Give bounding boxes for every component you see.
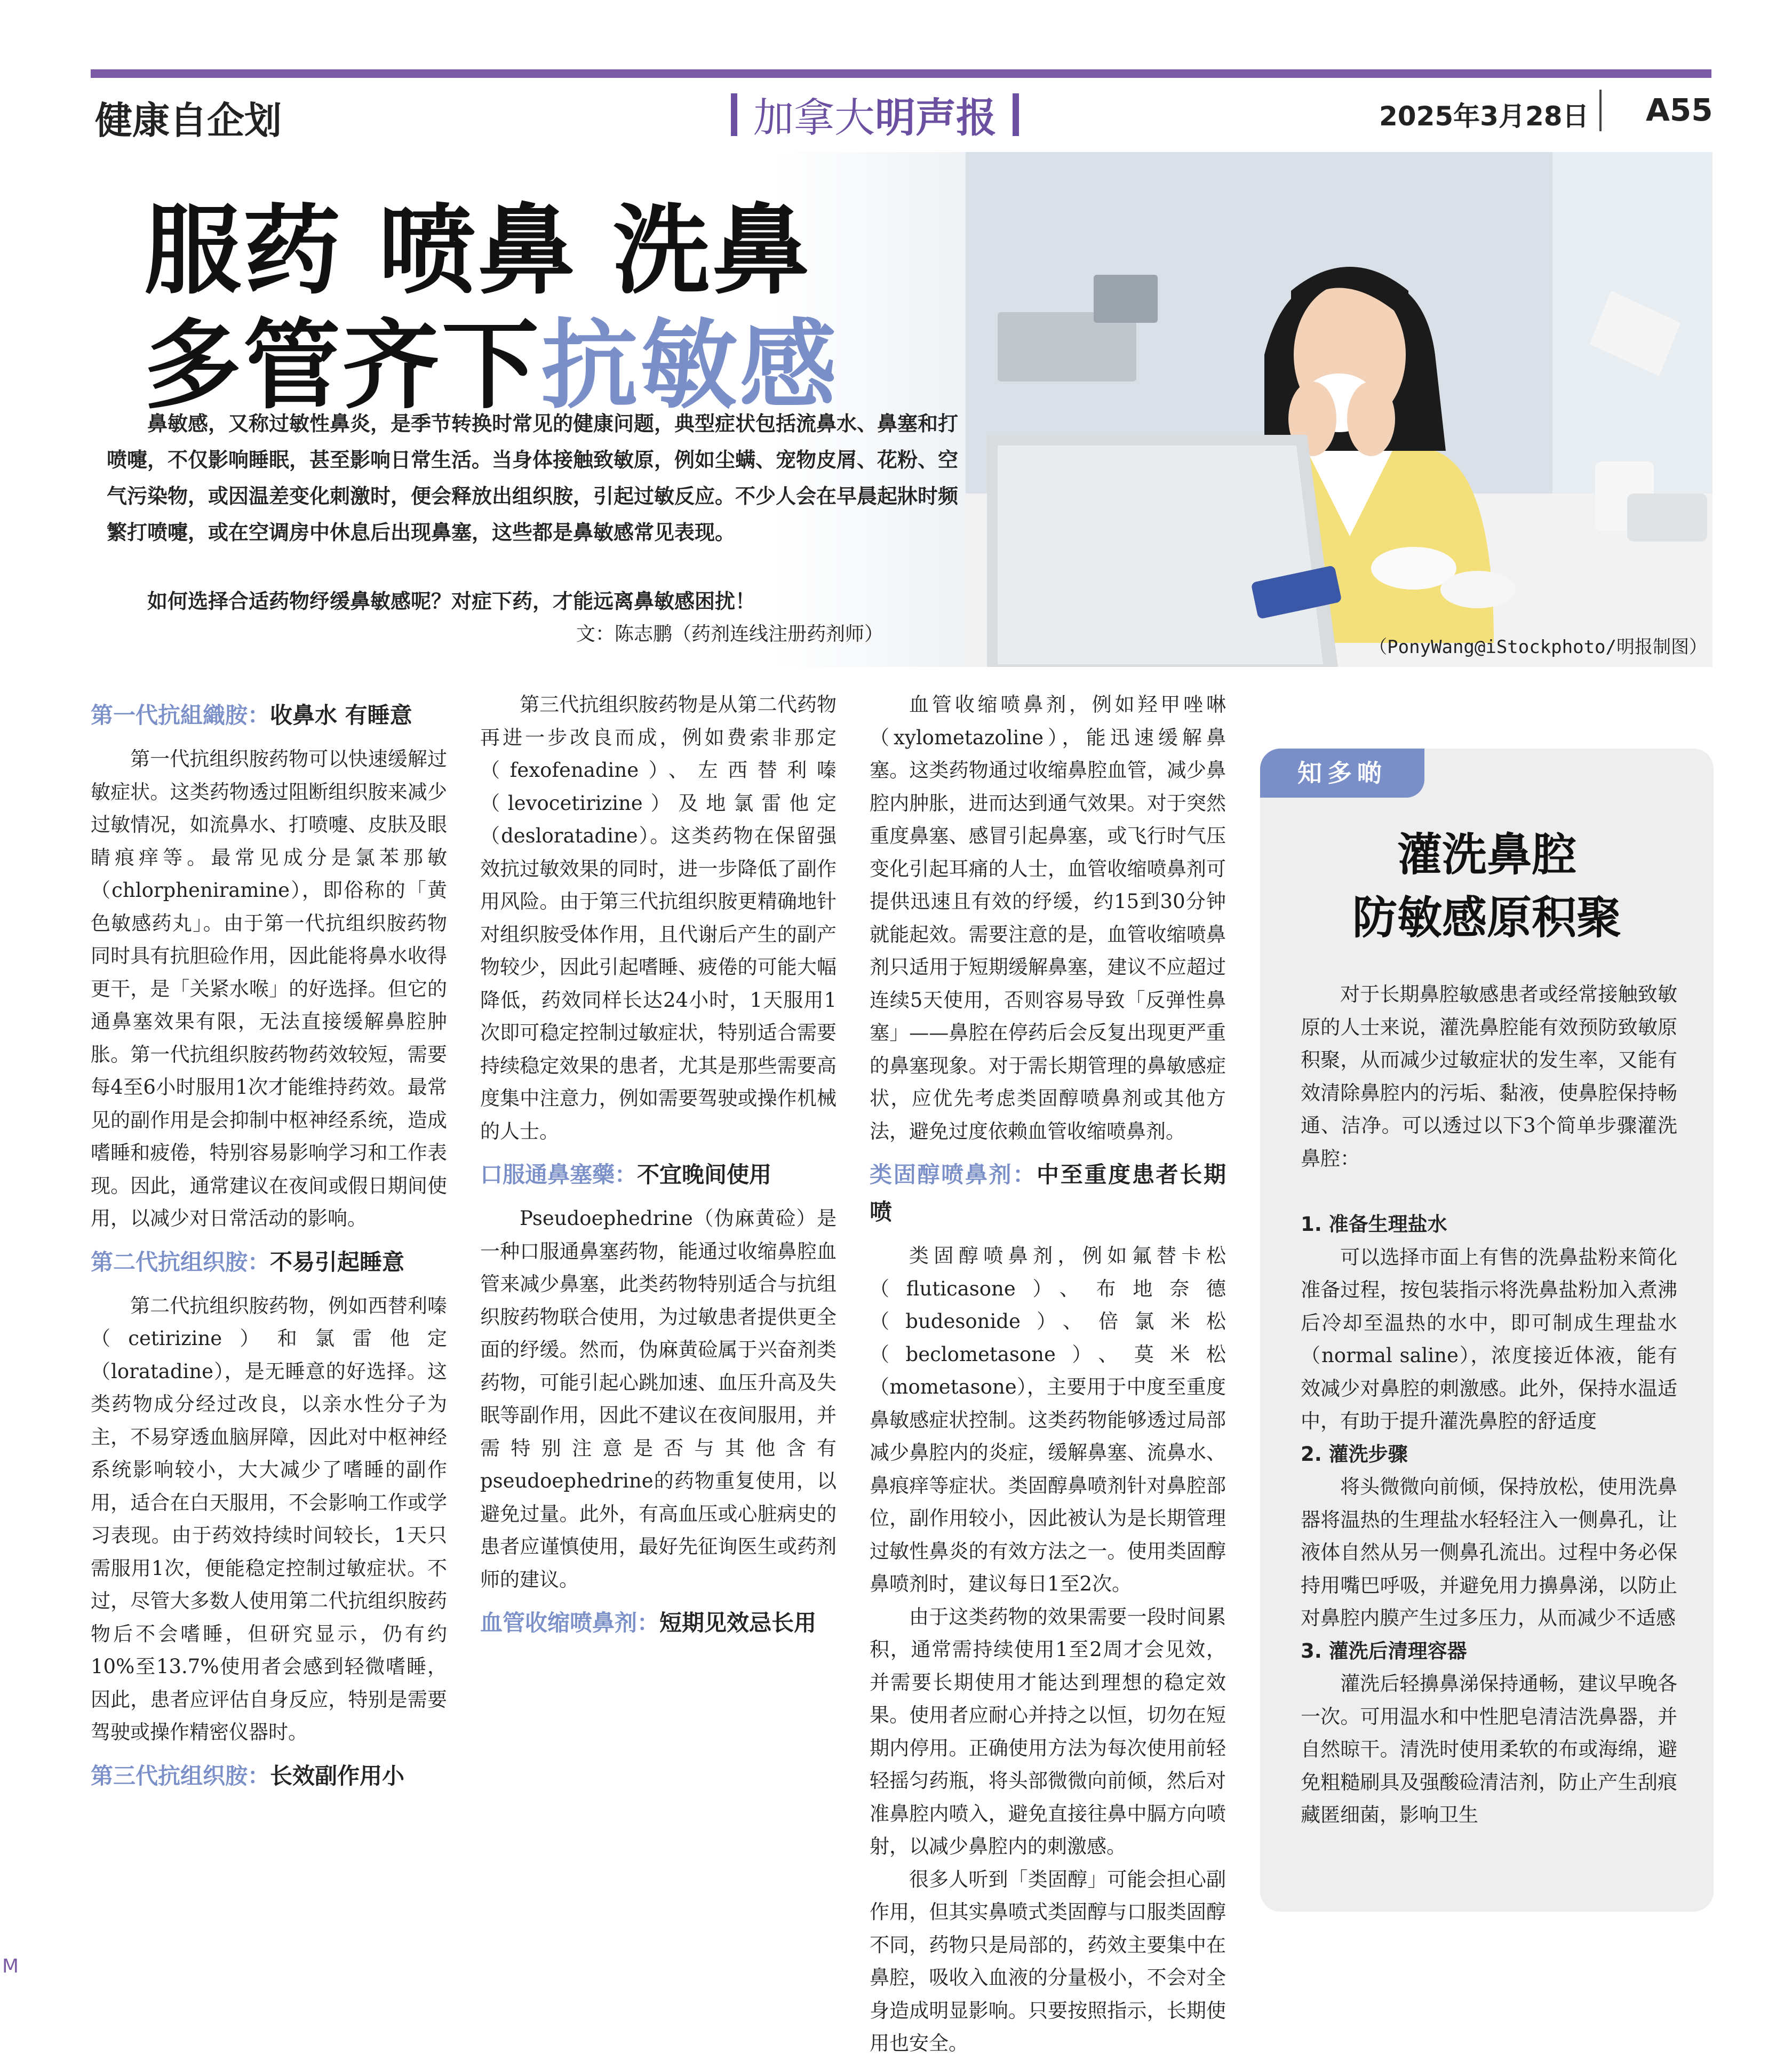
masthead-strong: 明声报 bbox=[875, 94, 997, 141]
sidebar-step-2-text: 将头微微向前倾，保持放松，使用洗鼻器将温热的生理盐水轻轻注入一侧鼻孔，让液体自然从另一侧鼻孔流出。过程中务必保持用嘴巴呼吸，并避免用力擤鼻涕，以防止对鼻腔内膜产生过多压力，从而减少不适感 bbox=[1301, 1475, 1677, 1629]
paragraph-first-gen: 第一代抗组织胺药物可以快速缓解过敏症状。这类药物透过阻断组织胺来减少过敏情况，如流鼻水、打喷嚏、皮肤及眼睛痕痒等。最常见成分是氯苯那敏（chlorpheniramine），即俗称的「黄色敏感药丸」。由于第一代抗组织胺药物同时具有抗胆硷作用，因此能将鼻水收得更干，是「关紧水喉」的好选择。但它的通鼻塞效果有限，无法直接缓解鼻腔肿胀。第一代抗组织胺药物药效较短，需要每4至6小时服用1次才能维持药效。最常见的副作用是会抑制中枢神经系统，造成嗜睡和疲倦，特别容易影响学习和工作表现。因此，通常建议在夜间或假日期间使用，以减少对日常活动的影响。 bbox=[91, 747, 447, 1230]
subheading-key: 口服通鼻塞藥： bbox=[480, 1162, 638, 1188]
author-byline: 文：陈志鹏（药剂连线注册药剂师） bbox=[576, 623, 884, 645]
sidebar-body bbox=[1301, 978, 1677, 1832]
paragraph-oral-decongestant: Pseudoephedrine（伪麻黄硷）是一种口服通鼻塞药物，能通过收缩鼻腔血管来减少鼻塞，此类药物特别适合与抗组织胺药物联合使用，为过敏患者提供更全面的纾缓。然而，伪麻黄硷属于兴奋剂类药物，可能引起心跳加速、血压升高及失眠等副作用，因此不建议在夜间服用，并需特别注意是否与其他含有pseudoephedrine的药物重复使用，以避免过量。此外，有高血压或心脏病史的患者应谨慎使用，最好先征询医生或药剂师的建议。 bbox=[480, 1207, 837, 1591]
article-column-3 bbox=[870, 688, 1226, 2060]
sidebar-tag: 知多啲 bbox=[1260, 749, 1424, 798]
paragraph-steroid-spray-2: 由于这类药物的效果需要一段时间累积，通常需持续使用1至2周才会见效，并需要长期使用才能达到理想的稳定效果。使用者应耐心并持之以恒，切勿在短期内停用。正确使用方法为每次使用前轻轻摇匀药瓶，将头部微微向前倾，然后对准鼻腔内喷入，避免直接往鼻中膈方向喷射，以减少鼻腔内的刺激感。 bbox=[870, 1605, 1226, 1858]
subheading-key: 血管收缩喷鼻剂： bbox=[480, 1610, 660, 1636]
sidebar-title-line-1: 灌洗鼻腔 bbox=[1397, 828, 1576, 881]
subheading-second-gen bbox=[91, 1244, 447, 1281]
masthead-light: 加拿大 bbox=[753, 94, 875, 141]
subheading-text: 收鼻水 有睡意 bbox=[270, 702, 412, 728]
header-rule bbox=[91, 69, 1711, 78]
paragraph-second-gen: 第二代抗组织胺药物，例如西替利嗪（cetirizine）和氯雷他定（loratadine），是无睡意的好选择。这类药物成分经过改良，以亲水性分子为主，不易穿透血脑屏障，因此对中枢神经系统影响较小，大大减少了嗜睡的副作用，适合在白天服用，不会影响工作或学习表现。由于药效持续时间较长，1天只需服用1次，便能稳定控制过敏症状。不过，尽管大多数人使用第二代抗组织胺药物后不会嗜睡，但研究显示，仍有约10%至13.7%使用者会感到轻微嗜睡，因此，患者应评估自身反应，特别是需要驾驶或操作精密仪器时。 bbox=[91, 1294, 447, 1744]
page-number: A55 bbox=[1646, 92, 1713, 128]
sidebar-step-2-title: 2. 灌洗步骤 bbox=[1301, 1442, 1408, 1466]
sidebar-title bbox=[1260, 823, 1714, 949]
headline-line-1: 服药 喷鼻 洗鼻 bbox=[144, 193, 811, 307]
subheading-text: 中至重度患者长期喷 bbox=[870, 1162, 1226, 1225]
subheading-key: 类固醇喷鼻剂： bbox=[870, 1162, 1037, 1188]
headline-line-2-plain: 多管齐下 bbox=[144, 308, 541, 422]
subheading-key: 第二代抗组织胺： bbox=[91, 1248, 270, 1275]
subheading-text: 长效副作用小 bbox=[270, 1762, 405, 1789]
sidebar-title-line-2: 防敏感原积聚 bbox=[1352, 891, 1621, 944]
sidebar-step-3-text: 灌洗后轻擤鼻涕保持通畅，建议早晚各一次。可用温水和中性肥皂清洁洗鼻器，并自然晾干。清洗时使用柔软的布或海绵，避免粗糙刷具及强酸硷清洁剂，防止产生刮痕藏匿细菌，影响卫生 bbox=[1301, 1672, 1677, 1826]
article-column-2 bbox=[480, 688, 837, 1650]
sidebar-box bbox=[1260, 749, 1714, 1912]
corner-mark: M bbox=[2, 1955, 19, 1977]
paragraph-third-gen: 第三代抗组织胺药物是从第二代药物再进一步改良而成，例如费索非那定（fexofenadine）、左西替利嗪（levocetirizine）及地氯雷他定（desloratadine）。这类药物在保留强效抗过敏效果的同时，进一步降低了副作用风险。由于第三代抗组织胺更精确地针对组织胺受体作用，且代谢后产生的副产物较少，因此引起嗜睡、疲倦的可能大幅降低，药效同样长达24小时，1天服用1次即可稳定控制过敏症状，特别适合需要持续稳定效果的患者，尤其是那些需要高度集中注意力，例如需要驾驶或操作机械的人士。 bbox=[480, 693, 837, 1143]
intro-paragraph: 鼻敏感，又称过敏性鼻炎，是季节转换时常见的健康问题，典型症状包括流鼻水、鼻塞和打喷嚏，不仅影响睡眠，甚至影响日常生活。当身体接触致敏原，例如尘螨、宠物皮屑、花粉、空气污染物，或因温差变化刺激时，便会释放出组织胺，引起过敏反应。不少人会在早晨起牀时频繁打喷嚏，或在空调房中休息后出现鼻塞，这些都是鼻敏感常见表现。 bbox=[107, 412, 959, 544]
photo-credit: （PonyWang@iStockphoto/明报制图） bbox=[1369, 637, 1707, 658]
masthead-bar-left bbox=[731, 93, 737, 136]
masthead-bar-right bbox=[1013, 93, 1019, 136]
sidebar-step-1-text: 可以选择市面上有售的洗鼻盐粉来简化准备过程，按包装指示将洗鼻盐粉加入煮沸后冷却至温热的水中，即可制成生理盐水（normal saline），浓度接近体液，能有效减少对鼻腔的刺激感。此外，保持水温适中，有助于提升灌洗鼻腔的舒适度 bbox=[1301, 1245, 1677, 1433]
issue-date: 2025年3月28日 bbox=[1379, 101, 1589, 132]
subheading-vasoconstrictor-spray bbox=[480, 1604, 837, 1642]
subheading-key: 第一代抗組織胺： bbox=[91, 702, 270, 728]
intro-question: 如何选择合适药物纾缓鼻敏感呢？对症下药，才能远离鼻敏感困扰！ bbox=[147, 590, 756, 613]
hero-banner bbox=[91, 152, 1713, 667]
newspaper-masthead bbox=[731, 85, 1019, 144]
paragraph-vasoconstrictor-spray: 血管收缩喷鼻剂，例如羟甲唑啉（xylometazoline），能迅速缓解鼻塞。这类药物通过收缩鼻腔血管，减少鼻腔内肿胀，进而达到通气效果。对于突然重度鼻塞、感冒引起鼻塞，或飞行时气压变化引起耳痛的人士，血管收缩喷鼻剂可提供迅速且有效的纾缓，约15到30分钟就能起效。需要注意的是，血管收缩喷鼻剂只适用于短期缓解鼻塞，建议不应超过连续5天使用，否则容易导致「反弹性鼻塞」——鼻腔在停药后会反复出现更严重的鼻塞现象。对于需长期管理的鼻敏感症状，应优先考虑类固醇喷鼻剂或其他方法，避免过度依赖血管收缩喷鼻剂。 bbox=[870, 693, 1226, 1143]
sidebar-intro: 对于长期鼻腔敏感患者或经常接触致敏原的人士来说，灌洗鼻腔能有效预防致敏原积聚，从而减少过敏症状的发生率，又能有效清除鼻腔内的污垢、黏液，使鼻腔保持畅通、洁净。可以透过以下3个简单步骤灌洗鼻腔： bbox=[1301, 983, 1677, 1170]
header-separator bbox=[1599, 90, 1602, 131]
woman-sneezing-photo bbox=[966, 152, 1713, 667]
subheading-text: 不易引起睡意 bbox=[270, 1248, 405, 1275]
subheading-key: 第三代抗组织胺： bbox=[91, 1762, 270, 1789]
paragraph-steroid-spray-3: 很多人听到「类固醇」可能会担心副作用，但其实鼻喷式类固醇与口服类固醇不同，药物只是局部的，药效主要集中在鼻腔，吸收入血液的分量极小，不会对全身造成明显影响。只要按照指示，长期使用也安全。 bbox=[870, 1867, 1226, 2055]
sidebar-step-3-title: 3. 灌洗后清理容器 bbox=[1301, 1639, 1467, 1663]
subheading-oral-decongestant bbox=[480, 1156, 837, 1194]
subheading-steroid-spray bbox=[870, 1156, 1226, 1231]
sidebar-spacer bbox=[1301, 1175, 1677, 1208]
paragraph-steroid-spray-1: 类固醇喷鼻剂，例如氟替卡松（fluticasone）、布地奈德（budesonide）、倍氯米松（beclometasone）、莫米松（mometasone），主要用于中度至重度鼻敏感症状控制。这类药物能够透过局部减少鼻腔内的炎症，缓解鼻塞、流鼻水、鼻痕痒等症状。类固醇鼻喷剂针对鼻腔部位，副作用较小，因此被认为是长期管理过敏性鼻炎的有效方法之一。使用类固醇鼻喷剂时，建议每日1至2次。 bbox=[870, 1244, 1226, 1595]
sidebar-step-1-title: 1. 准备生理盐水 bbox=[1301, 1213, 1447, 1236]
section-name: 健康自企划 bbox=[95, 99, 282, 142]
headline-line-2-highlight: 抗敏感 bbox=[541, 308, 839, 422]
subheading-third-gen bbox=[91, 1757, 447, 1795]
subheading-first-gen bbox=[91, 697, 447, 734]
article-column-1 bbox=[91, 688, 447, 1803]
subheading-text: 短期见效忌长用 bbox=[659, 1610, 817, 1636]
subheading-text: 不宜晚间使用 bbox=[637, 1162, 772, 1188]
